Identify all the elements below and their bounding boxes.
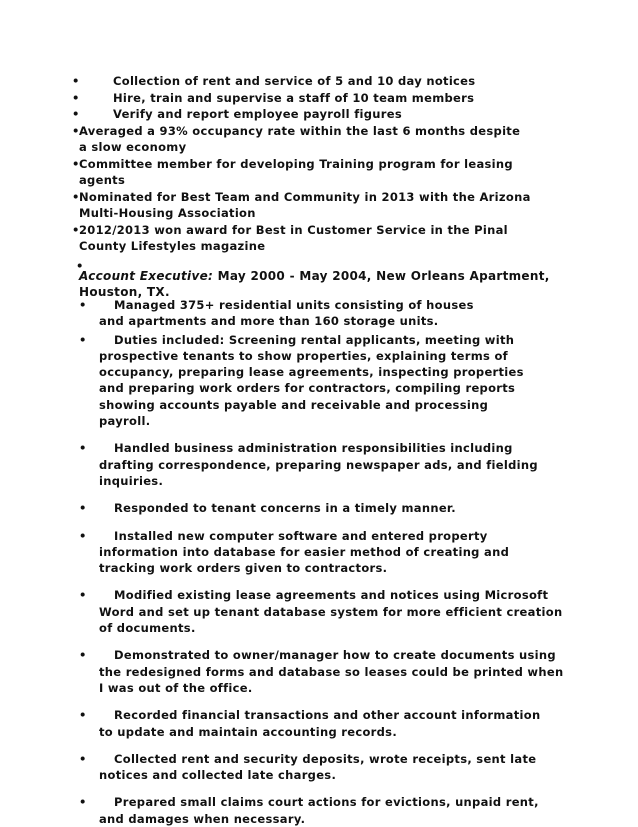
list-item bbox=[0, 297, 600, 330]
list-item bbox=[0, 90, 600, 107]
bullet-icon: • bbox=[72, 189, 80, 204]
list-item-text: Handled business administration responsibilities including drafting correspondence, preparing newspaper ads, and fielding inquiries. bbox=[99, 441, 538, 488]
list-item bbox=[0, 587, 600, 636]
list-item bbox=[0, 647, 600, 696]
list-item bbox=[0, 500, 600, 516]
list-item bbox=[0, 707, 600, 740]
list-item-text: Recorded financial transactions and other account information to update and maintain accounting records. bbox=[99, 708, 541, 739]
duties-list-account-executive bbox=[0, 297, 600, 827]
list-item-text: Nominated for Best Team and Community in 2013 with the Arizona Multi-Housing Association bbox=[79, 189, 531, 220]
bullet-icon: • bbox=[79, 441, 87, 456]
list-item-text: 2012/2013 won award for Best in Customer Service in the Pinal County Lifestyles magazine bbox=[79, 222, 508, 253]
list-item-text: Prepared small claims court actions for evictions, unpaid rent, and damages when necessary. bbox=[99, 795, 539, 826]
bullet-icon: • bbox=[72, 156, 80, 171]
list-item-text: Demonstrated to owner/manager how to create documents using the redesigned forms and database so leases could be printed when I was out of the office. bbox=[99, 648, 564, 695]
list-item-text: Collected rent and security deposits, wrote receipts, sent late notices and collected late charges. bbox=[99, 751, 537, 783]
list-item bbox=[0, 440, 600, 489]
list-item-text: Duties included: Screening rental applicants, meeting with prospective tenants to show properties, explaining terms of occupancy, preparing lease agreements, inspecting properties and preparing work orders for contractors, compiling reports showing accounts payable and receivable and processing payroll. bbox=[99, 332, 524, 429]
list-item-text: Hire, train and supervise a staff of 10 team members bbox=[113, 90, 475, 105]
bullet-icon: • bbox=[72, 90, 80, 105]
list-item-text: Verify and report employee payroll figures bbox=[113, 107, 402, 121]
list-item-text: Installed new computer software and entered property information into database for easier method of creating and tracking work orders given to contractors. bbox=[99, 528, 510, 576]
list-item bbox=[0, 222, 600, 255]
bullet-icon: • bbox=[79, 501, 87, 516]
bullet-icon: • bbox=[79, 648, 87, 663]
bullet-icon: • bbox=[79, 298, 87, 312]
list-item bbox=[0, 528, 600, 577]
bullet-icon: • bbox=[79, 708, 87, 723]
bullet-icon: • bbox=[79, 588, 87, 603]
bullet-icon: • bbox=[79, 751, 87, 766]
list-item bbox=[0, 794, 600, 827]
list-item bbox=[0, 156, 600, 189]
job-title: Account Executive: bbox=[79, 269, 214, 283]
bullet-icon: • bbox=[76, 258, 84, 273]
job-heading bbox=[79, 268, 599, 300]
bullet-icon: • bbox=[79, 332, 87, 347]
list-item-text: Averaged a 93% occupancy rate within the last 6 months despite a slow economy bbox=[79, 123, 521, 154]
list-item bbox=[0, 123, 600, 156]
bullet-icon: • bbox=[72, 222, 80, 237]
bullet-icon: • bbox=[79, 528, 87, 543]
list-item bbox=[0, 332, 600, 430]
list-item bbox=[0, 106, 600, 123]
bullet-icon: • bbox=[79, 795, 87, 810]
list-item bbox=[0, 189, 600, 222]
list-item-text: Collection of rent and service of 5 and 10 day notices bbox=[113, 74, 476, 88]
list-item bbox=[0, 73, 600, 90]
bullet-icon: • bbox=[72, 107, 80, 121]
list-item-text: Managed 375+ residential units consisting of houses and apartments and more than 160 storage units. bbox=[99, 298, 474, 329]
list-item-text: Responded to tenant concerns in a timely manner. bbox=[114, 501, 456, 516]
list-item bbox=[0, 751, 600, 784]
list-item-text: Committee member for developing Training program for leasing agents bbox=[79, 156, 513, 187]
job-details: May 2000 - May 2004, New Orleans Apartment, Houston, TX. bbox=[79, 269, 550, 299]
list-item-text: Modified existing lease agreements and notices using Microsoft Word and set up tenant database system for more efficient creation of documents. bbox=[99, 588, 563, 636]
bullet-icon: • bbox=[72, 123, 80, 138]
bullet-icon: • bbox=[72, 74, 80, 88]
duties-list-previous bbox=[0, 73, 600, 271]
